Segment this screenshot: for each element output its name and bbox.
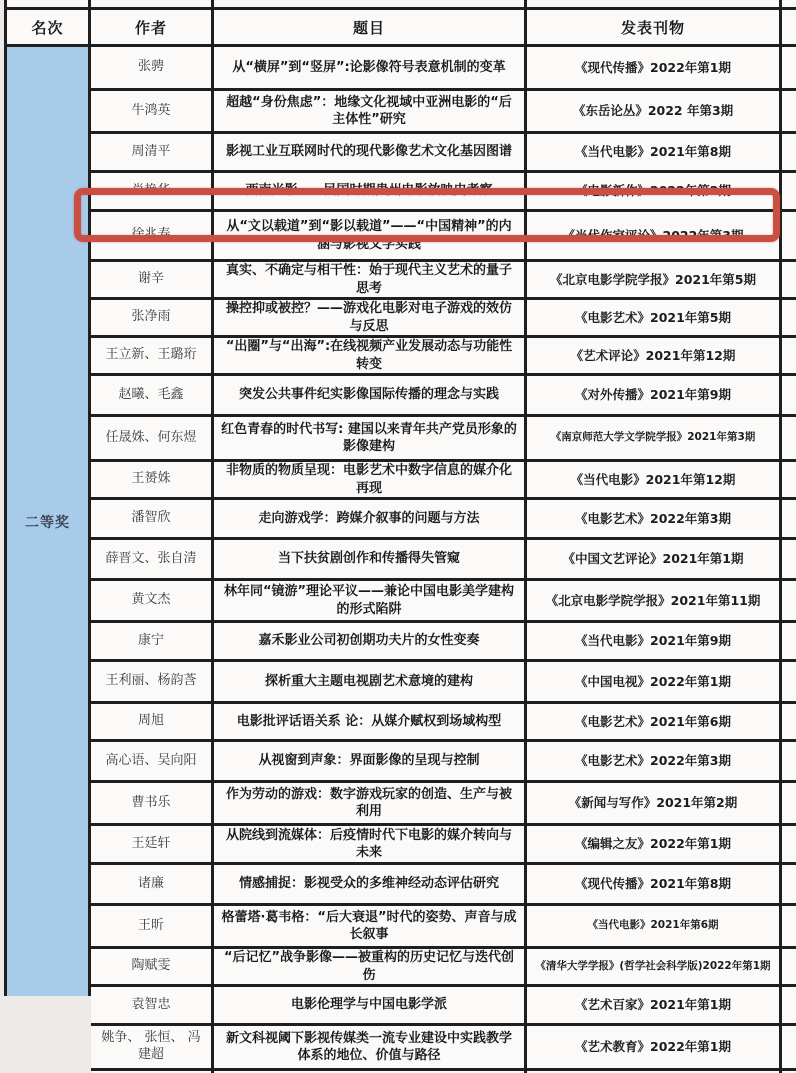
title-cell: 操控抑或被控？——游戏化电影对电子游戏的效仿与反思 — [214, 300, 527, 335]
table-row — [91, 300, 796, 338]
title-cell: 电影批评话语关系 论：从媒介赋权到场域构型 — [214, 704, 527, 739]
row-sliver-cell — [782, 906, 796, 946]
title-cell: 影视工业互联网时代的现代影像艺术文化基因图谱 — [214, 134, 527, 170]
title-cell: “后记忆”战争影像——被重构的历史记忆与迭代创伤 — [214, 949, 527, 984]
journal-cell: 《南京师范大学文学院学报》2021年第3期 — [527, 417, 782, 459]
title-cell: 从院线到流媒体：后疫情时代下电影的媒介转向与未来 — [214, 826, 527, 862]
row-sliver-cell — [782, 742, 796, 780]
author-cell: 谢辛 — [91, 262, 214, 297]
table-row — [91, 47, 796, 91]
row-sliver-cell — [782, 134, 796, 170]
row-sliver-cell — [782, 500, 796, 537]
row-sliver-cell — [782, 338, 796, 373]
title-cell: “出圈”与“出海”:在线视频产业发展动态与功能性转变 — [214, 338, 527, 373]
author-cell: 周清平 — [91, 134, 214, 170]
table-row — [91, 338, 796, 376]
journal-cell: 《北京电影学院学报》2021年第5期 — [527, 262, 782, 297]
row-sliver-cell — [782, 417, 796, 459]
title-cell: 情感捕捉：影视受众的多维神经动态评估研究 — [214, 865, 527, 903]
author-cell: 诸廉 — [91, 865, 214, 903]
journal-cell: 《电影艺术》2022年第3期 — [527, 500, 782, 537]
header-journal: 发表刊物 — [527, 10, 782, 44]
author-cell: 姚争、 张恒、 冯建超 — [91, 1026, 214, 1068]
table-row — [91, 906, 796, 949]
title-cell: 林年同“镜游”理论平议——兼论中国电影美学建构的形式陷阱 — [214, 581, 527, 620]
table-row — [91, 540, 796, 581]
author-cell: 袁智忠 — [91, 987, 214, 1023]
title-cell: 嘉禾影业公司初创期功夫片的女性变奏 — [214, 623, 527, 659]
title-cell: 探析重大主题电视剧艺术意境的建构 — [214, 662, 527, 701]
table-header-row — [7, 10, 796, 47]
table-row — [91, 581, 796, 623]
journal-cell: 《现代传播》2021年第8期 — [527, 865, 782, 903]
journal-cell: 《当代电影》2021年第6期 — [527, 906, 782, 946]
row-sliver-cell — [782, 704, 796, 739]
title-cell: 新文科视阈下影视传媒类一流专业建设中实践教学体系的地位、价值与路径 — [214, 1026, 527, 1068]
title-cell: 当下扶贫剧创作和传播得失管窥 — [214, 540, 527, 578]
journal-cell: 《当代作家评论》2022年第3期 — [527, 212, 782, 259]
journal-cell: 《当代电影》2021年第12期 — [527, 462, 782, 497]
author-cell: 陶赋雯 — [91, 949, 214, 984]
row-sliver-cell — [782, 462, 796, 497]
table-body — [7, 47, 796, 1063]
journal-cell: 《现代传播》2022年第1期 — [527, 47, 782, 88]
table-row — [91, 987, 796, 1026]
title-cell: 作为劳动的游戏：数字游戏玩家的创造、生产与被利用 — [214, 783, 527, 823]
journal-cell: 《电影艺术》2021年第5期 — [527, 300, 782, 335]
title-cell: 真实、不确定与相干性：始于现代主义艺术的量子思考 — [214, 262, 527, 297]
author-cell: 曹书乐 — [91, 783, 214, 823]
table-row — [91, 262, 796, 300]
author-cell: 王廷轩 — [91, 826, 214, 862]
row-sliver-cell — [782, 212, 796, 259]
row-sliver-cell — [782, 376, 796, 414]
title-cell: 超越“身份焦虑”：地缘文化视域中亚洲电影的“后主体性”研究 — [214, 91, 527, 131]
table-row — [91, 623, 796, 662]
table-row-highlighted — [91, 212, 796, 262]
row-sliver-cell — [782, 540, 796, 578]
author-cell: 张骋 — [91, 47, 214, 88]
header-author: 作者 — [91, 10, 214, 44]
table-row — [91, 783, 796, 826]
row-sliver-cell — [782, 623, 796, 659]
author-cell: 周旭 — [91, 704, 214, 739]
row-sliver-cell — [782, 300, 796, 335]
author-cell: 徐兆寿 — [91, 212, 214, 259]
table-row — [91, 462, 796, 500]
table-row — [91, 704, 796, 742]
journal-cell: 《当代电影》2021年第8期 — [527, 134, 782, 170]
header-title: 题目 — [214, 10, 527, 44]
awards-table — [4, 0, 796, 1063]
title-cell: 走向游戏学：跨媒介叙事的问题与方法 — [214, 500, 527, 537]
title-cell: 西南光影——民国时期贵州电影放映史考察 — [214, 173, 527, 209]
table-row — [91, 134, 796, 173]
table-row — [91, 91, 796, 134]
row-sliver-cell — [782, 949, 796, 984]
cutoff-row-top — [7, 0, 796, 10]
table-row — [91, 500, 796, 540]
title-cell: 突发公共事件纪实影像国际传播的理念与实践 — [214, 376, 527, 414]
author-cell: 赵曦、毛鑫 — [91, 376, 214, 414]
row-sliver-cell — [782, 581, 796, 620]
row-sliver-cell — [782, 783, 796, 823]
table-row — [91, 662, 796, 704]
author-cell: 康宁 — [91, 623, 214, 659]
author-cell: 黄文杰 — [91, 581, 214, 620]
author-cell: 王立新、王璐珩 — [91, 338, 214, 373]
journal-cell: 《艺术评论》2021年第12期 — [527, 338, 782, 373]
author-cell: 肖艳华 — [91, 173, 214, 209]
journal-cell: 《东岳论丛》2022 年第3期 — [527, 91, 782, 131]
journal-cell: 《编辑之友》2022年第1期 — [527, 826, 782, 862]
author-cell: 高心语、吴向阳 — [91, 742, 214, 780]
journal-cell: 《电影艺术》2021年第6期 — [527, 704, 782, 739]
row-sliver-cell — [782, 826, 796, 862]
author-cell: 薛晋文、张自清 — [91, 540, 214, 578]
journal-cell: 《中国文艺评论》2021年第1期 — [527, 540, 782, 578]
journal-cell: 《艺术教育》2022年第1期 — [527, 1026, 782, 1068]
row-sliver-cell — [782, 1026, 796, 1068]
table-row — [91, 826, 796, 865]
row-sliver-cell — [782, 865, 796, 903]
author-cell: 王赟姝 — [91, 462, 214, 497]
table-row — [91, 742, 796, 783]
table-row — [91, 376, 796, 417]
journal-cell: 《新闻与写作》2021年第2期 — [527, 783, 782, 823]
author-cell: 王昕 — [91, 906, 214, 946]
row-sliver-cell — [782, 662, 796, 701]
journal-cell: 《中国电视》2022年第1期 — [527, 662, 782, 701]
row-sliver-cell — [782, 47, 796, 88]
title-cell: 从“横屏”到“竖屏”:论影像符号表意机制的变革 — [214, 47, 527, 88]
author-cell: 潘智欣 — [91, 500, 214, 537]
journal-cell: 《电影新作》2022年第2期 — [527, 173, 782, 209]
author-cell: 牛鸿英 — [91, 91, 214, 131]
row-sliver-cell — [782, 987, 796, 1023]
title-cell: 从视窗到声象：界面影像的呈现与控制 — [214, 742, 527, 780]
table-row — [91, 865, 796, 906]
journal-cell: 《当代电影》2021年第9期 — [527, 623, 782, 659]
row-sliver-cell — [782, 91, 796, 131]
journal-cell: 《清华大学学报》(哲学社会科学版)2022年第1期 — [527, 949, 782, 984]
table-row — [91, 949, 796, 987]
journal-cell: 《电影艺术》2022年第3期 — [527, 742, 782, 780]
rank-group-cell: 二等奖 — [7, 47, 91, 996]
author-cell: 王利丽、杨韵莟 — [91, 662, 214, 701]
header-rank: 名次 — [7, 10, 91, 44]
table-row — [91, 1026, 796, 1071]
title-cell: 从“文以载道”到“影以载道”——“中国精神”的内涵与影视文学实践 — [214, 212, 527, 259]
author-cell: 任晟姝、何东煜 — [91, 417, 214, 459]
title-cell: 红色青春的时代书写: 建国以来青年共产党员形象的影像建构 — [214, 417, 527, 459]
table-row — [91, 173, 796, 212]
journal-cell: 《艺术百家》2021年第1期 — [527, 987, 782, 1023]
row-sliver-cell — [782, 262, 796, 297]
title-cell: 非物质的物质呈现：电影艺术中数字信息的媒介化再现 — [214, 462, 527, 497]
title-cell: 格蕾塔·葛韦格：“后大衰退”时代的姿势、声音与成长叙事 — [214, 906, 527, 946]
author-cell: 张净雨 — [91, 300, 214, 335]
table-row — [91, 417, 796, 462]
title-cell: 电影伦理学与中国电影学派 — [214, 987, 527, 1023]
rows-container — [91, 47, 796, 1063]
journal-cell: 《对外传播》2021年第9期 — [527, 376, 782, 414]
journal-cell: 《北京电影学院学报》2021年第11期 — [527, 581, 782, 620]
row-sliver-cell — [782, 173, 796, 209]
